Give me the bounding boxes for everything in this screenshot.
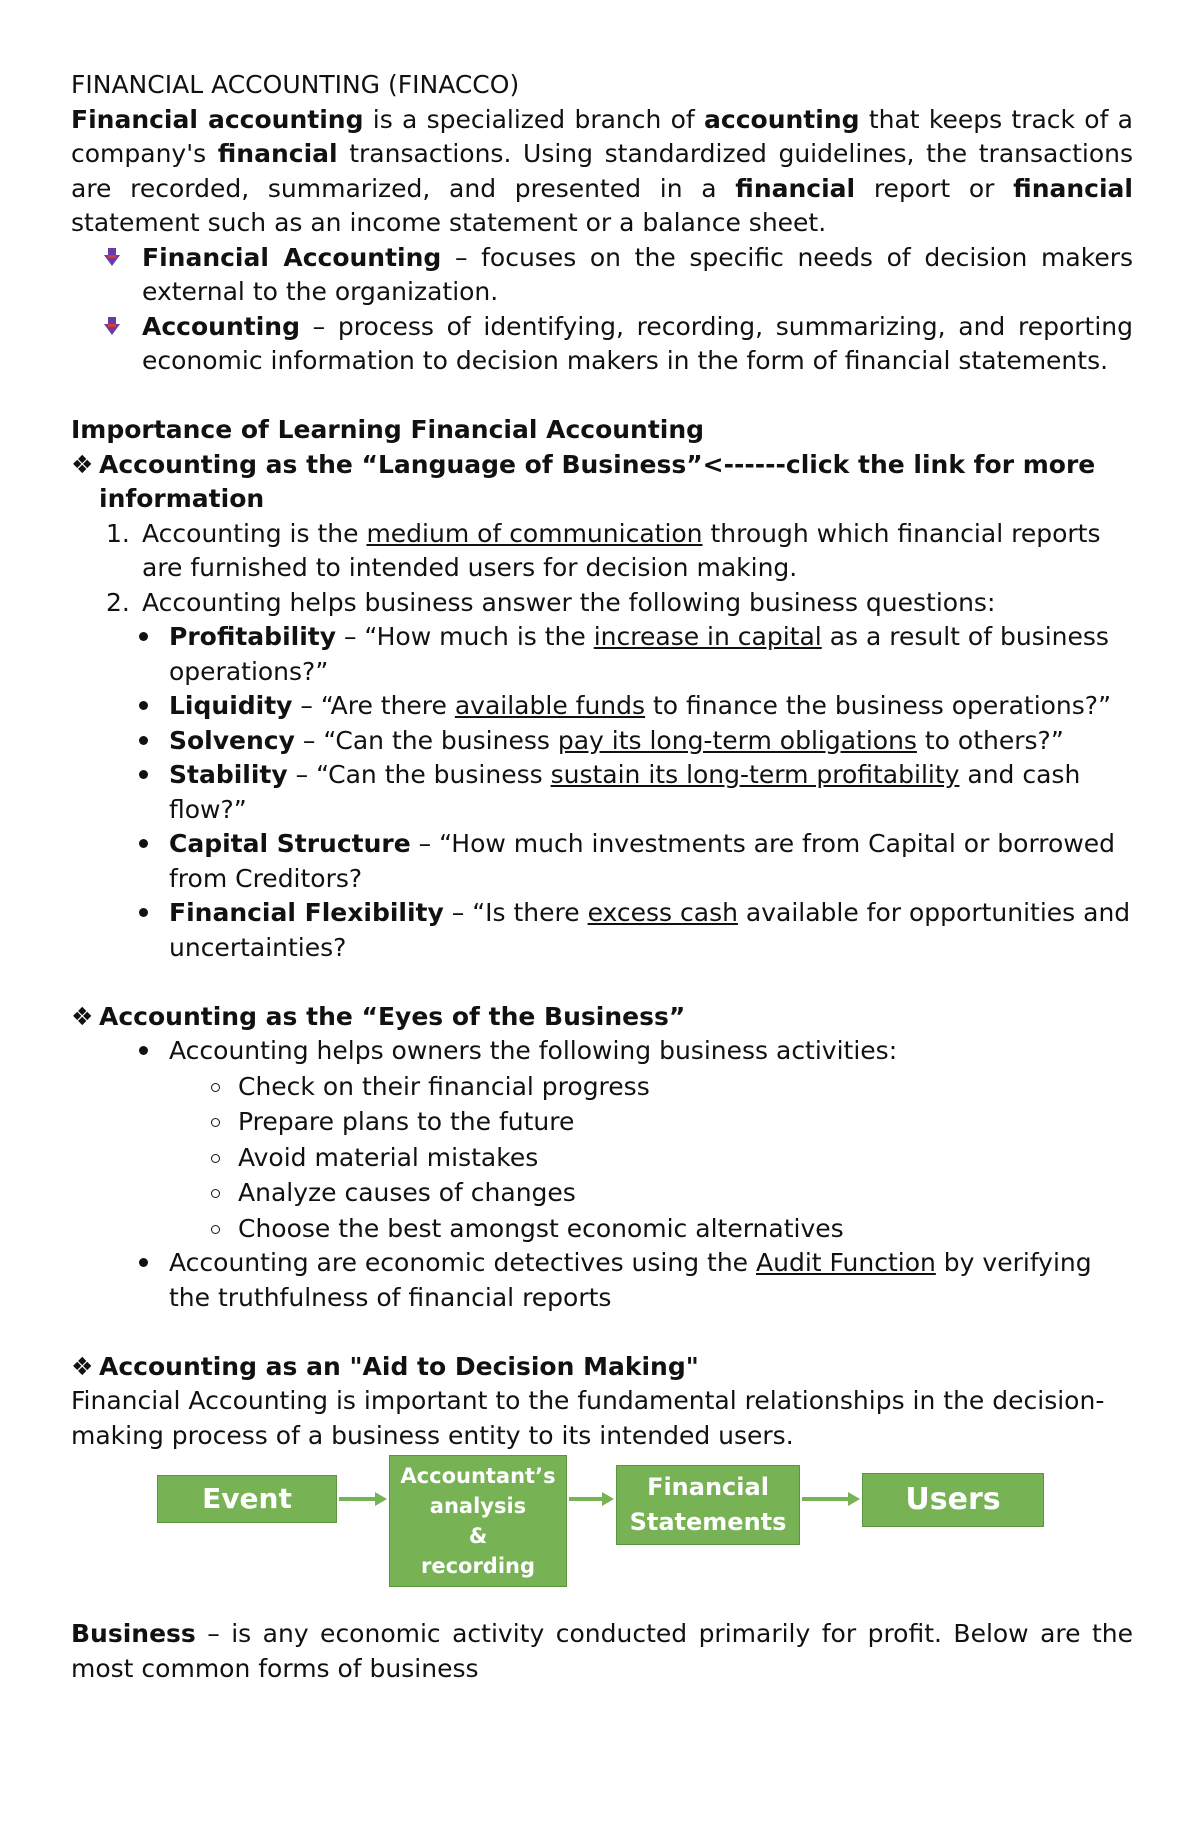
flow-box-event: Event [157, 1475, 337, 1523]
list-item: Check on their financial progress [71, 1069, 1133, 1105]
diamond-bullet-icon: ❖ [71, 1351, 94, 1381]
list-item: Solvency – “Can the business pay its long-term obligations to others?” [71, 724, 1133, 759]
bullet-icon [139, 1046, 148, 1055]
arrow-bullet-icon [104, 316, 120, 336]
diamond-bullet-icon: ❖ [71, 1001, 94, 1031]
bullet-icon [139, 908, 148, 917]
eyes-list-continued [71, 1246, 1133, 1315]
intro-paragraph: Financial accounting is a specialized branch of accounting that keeps track of a company's financial transactions. Using standardized guidelines, the transactions are recorded, summarized, and presented in a financial report or financial statement such as an income statement or a balance sheet. [71, 104, 1133, 237]
flow-arrow-icon [567, 1455, 616, 1595]
list-item: Accounting helps owners the following business activities: [71, 1034, 1133, 1069]
list-item: Financial Flexibility – “Is there excess cash available for opportunities and uncertainties? [71, 896, 1133, 965]
list-item: 2. Accounting helps business answer the following business questions: [106, 587, 996, 617]
business-paragraph: Business – is any economic activity conducted primarily for profit. Below are the most common forms of business [71, 1619, 1133, 1683]
arrow-bullet-icon [104, 247, 120, 267]
bullet-icon [139, 1258, 148, 1267]
circle-bullet-icon [211, 1225, 220, 1234]
bullet-icon [139, 632, 148, 641]
flow-box-analysis: Accountant’s analysis & recording [389, 1455, 567, 1587]
flow-box-users: Users [862, 1473, 1044, 1527]
definition-item: Financial Accounting – focuses on the specific needs of decision makers external to the organization. [71, 241, 1133, 310]
list-item: 1. Accounting is the medium of communication through which financial reports are furnished to intended users for decision making. [106, 518, 1101, 582]
document-title: FINANCIAL ACCOUNTING (FINACCO) [71, 70, 520, 99]
bullet-icon [139, 770, 148, 779]
bullet-icon [139, 839, 148, 848]
list-item: Profitability – “How much is the increase in capital as a result of business operations?” [71, 620, 1133, 689]
business-questions-list [71, 620, 1133, 965]
list-item: Analyze causes of changes [71, 1175, 1133, 1211]
flow-arrow-icon [800, 1455, 862, 1595]
list-item: Prepare plans to the future [71, 1104, 1133, 1140]
bullet-icon [139, 736, 148, 745]
circle-bullet-icon [211, 1083, 220, 1092]
decision-paragraph: Financial Accounting is important to the fundamental relationships in the decision-making process of a business entity to its intended users. [71, 1386, 1105, 1450]
decision-flow-diagram [71, 1455, 1133, 1605]
circle-bullet-icon [211, 1154, 220, 1163]
flow-arrow-icon [337, 1455, 389, 1595]
flow-box-statements: Financial Statements [616, 1465, 800, 1545]
intro-term: Financial accounting [71, 104, 364, 134]
list-item: Choose the best amongst economic alternatives [71, 1211, 1133, 1247]
section-eyes-heading: ❖ Accounting as the “Eyes of the Business” [71, 1000, 1133, 1035]
section-decision-heading: ❖ Accounting as an "Aid to Decision Making" [71, 1350, 1133, 1385]
language-numbered-list [71, 517, 1133, 621]
circle-bullet-icon [211, 1118, 220, 1127]
list-item: Avoid material mistakes [71, 1140, 1133, 1176]
list-item: Accounting are economic detectives using the Audit Function by verifying the truthfulness of financial reports [71, 1246, 1133, 1315]
document-body [71, 68, 1133, 1686]
section-language-heading[interactable]: ❖ Accounting as the “Language of Business”<------click the link for more information [71, 449, 1096, 513]
eyes-list [71, 1034, 1133, 1069]
definition-item: Accounting – process of identifying, recording, summarizing, and reporting economic information to decision makers in the form of financial statements. [71, 310, 1133, 379]
list-item: Liquidity – “Are there available funds to finance the business operations?” [71, 689, 1133, 724]
list-item: Stability – “Can the business sustain its long-term profitability and cash flow?” [71, 758, 1133, 827]
importance-heading: Importance of Learning Financial Accounting [71, 415, 705, 444]
circle-bullet-icon [211, 1189, 220, 1198]
bullet-icon [139, 701, 148, 710]
activities-list [71, 1069, 1133, 1247]
list-item: Capital Structure – “How much investments are from Capital or borrowed from Creditors? [71, 827, 1133, 896]
diamond-bullet-icon: ❖ [71, 449, 94, 479]
